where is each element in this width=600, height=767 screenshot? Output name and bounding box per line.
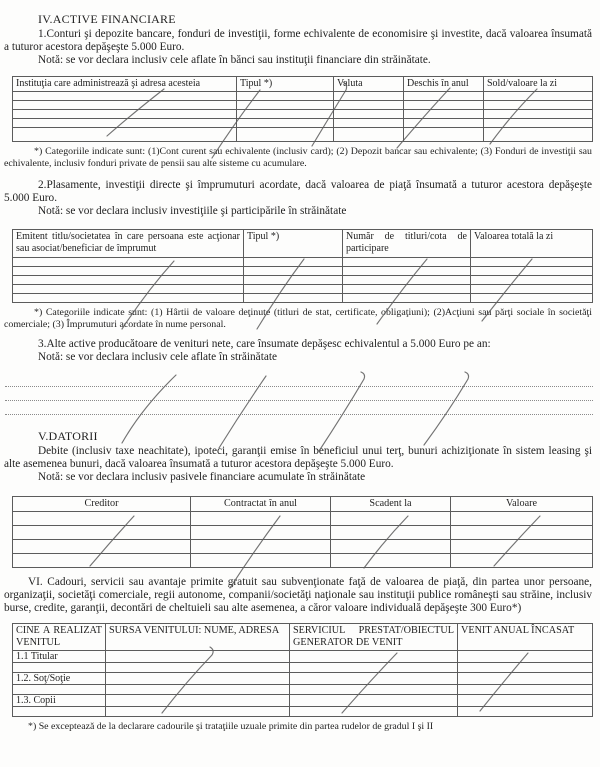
col-service: SERVICIUL PRESTAT/OBIECTUL GENERATOR DE VENIT [290,624,458,651]
gifts-table-footnote: *) Se exceptează de la declarare cadourile şi trataţiile uzuale primite din partea rudelor de gradul I şi II [28,721,434,732]
gifts-table-wrap [12,623,592,717]
table-row [13,685,593,695]
section4-title: IV.ACTIVE FINANCIARE [38,12,176,26]
col-who-earned: CINE A REALIZAT VENITUL [13,624,106,651]
table-row [13,276,593,285]
section4-item3-note: Notă: se vor declara inclusiv cele aflate în străinătate [38,351,278,363]
row-label: 1.2. Soţ/Soţie [13,673,106,685]
table-row [13,110,593,119]
section6-text: VI. Cadouri, servicii sau avantaje primite gratuit sau subvenţionate faţă de valoarea de piaţă, din partea unor persoane, organizaţii, societăţi comerciale, regii autonome, companii/societăţi naţionale sau instituţii publice româneşti sau străine, inclusiv burse, credite, garanţii, decontări de cheltuieli sau alte asemenea, a căror valoare individuală depăşeşte 300 Euro*) [4,576,592,614]
col-issuer: Emitent titlu/societatea în care persoana este acţionar sau asociat/beneficiar de împrumut [13,230,244,258]
table-row [13,285,593,294]
row-holder [13,651,593,663]
table-row [13,663,593,673]
other-assets-fill-lines [4,373,594,417]
table-row [13,294,593,303]
dotted-line [5,373,593,387]
table-row [13,128,593,142]
col-creditor: Creditor [13,497,191,512]
section5-text: Debite (inclusiv taxe neachitate), ipoteci, garanţii emise în beneficiul unui terţ, bunuri achiziţionate în sistem leasing şi alte asemenea bunuri, dacă valoarea însumată a tuturor acestora depăşeşte 5.000 Euro. [4,445,592,470]
gifts-table-header [13,624,593,651]
col-shares: Număr de titluri/cota de participare [343,230,471,258]
section4-item1-text: 1.Conturi şi depozite bancare, fonduri de investiţii, forme echivalente de economisire şi investite, dacă valoarea însumată a tuturor acestora depăşeşte 5.000 Euro. [4,28,592,53]
investments-table-header [13,230,593,258]
table-row [13,526,593,540]
col-type: Tipul *) [237,77,334,92]
table-row [13,512,593,526]
accounts-table-footnote: *) Categoriile indicate sunt: (1)Cont curent sau echivalente (inclusiv card); (2) Depozit bancar sau echivalente; (3) Fonduri de investiţii sau echivalente, inclusiv fonduri private de pensii sau alte sisteme cu acumulare. [4,146,592,169]
debts-table-header [13,497,593,512]
col-balance: Sold/valoare la zi [484,77,593,92]
section5-note: Notă: se vor declara inclusiv pasivele financiare acumulate în străinătate [38,471,366,483]
row-children [13,695,593,707]
col-value: Valoare [451,497,593,512]
debts-table-wrap [12,496,592,568]
investments-table-footnote: *) Categoriile indicate sunt: (1) Hârtii de valoare deţinute (titluri de stat, certificate, obligaţiuni); (2)Acţiuni sau părţi sociale în societăţi comerciale; (3) Împrumuturi acordate în nume personal. [4,307,592,330]
row-label: 1.3. Copii [13,695,106,707]
col-institution: Instituţia care administrează şi adresa acesteia [13,77,237,92]
dotted-line [5,401,593,415]
col-contracted-year: Contractat în anul [191,497,331,512]
section5-title: V.DATORII [38,429,98,443]
row-spouse [13,673,593,685]
table-row [13,267,593,276]
table-row [13,119,593,128]
col-currency: Valuta [334,77,404,92]
col-total-value: Valoarea totală la zi [471,230,593,258]
row-label: 1.1 Titular [13,651,106,663]
section4-item2-text: 2.Plasamente, investiţii directe şi împrumuturi acordate, dacă valoarea de piaţă însumată a tuturor acestora depăşeşte 5.000 Euro. [4,179,592,204]
col-income-source: SURSA VENITULUI: NUME, ADRESA [106,624,290,651]
col-annual-income: VENIT ANUAL ÎNCASAT [458,624,593,651]
table-row [13,554,593,568]
section4-item2-note: Notă: se vor declara inclusiv investiţiile şi participările în străinătate [38,205,347,217]
col-type: Tipul *) [244,230,343,258]
dotted-line [5,387,593,401]
debts-table [12,496,593,568]
col-due-date: Scadent la [331,497,451,512]
investments-table-wrap [12,229,592,303]
table-row [13,707,593,717]
section4-item1-note: Notă: se vor declara inclusiv cele aflate în bănci sau instituţii financiare din străinătate. [38,54,431,66]
accounts-table-wrap [12,76,592,142]
gifts-table [12,623,593,717]
accounts-table [12,76,593,142]
table-row [13,540,593,554]
table-row [13,92,593,101]
col-opened-year: Deschis în anul [404,77,484,92]
table-row [13,101,593,110]
section4-item3-text: 3.Alte active producătoare de venituri nete, care însumate depăşesc echivalentul a 5.000 Euro pe an: [38,338,491,350]
investments-table [12,229,593,303]
accounts-table-header [13,77,593,92]
table-row [13,258,593,267]
